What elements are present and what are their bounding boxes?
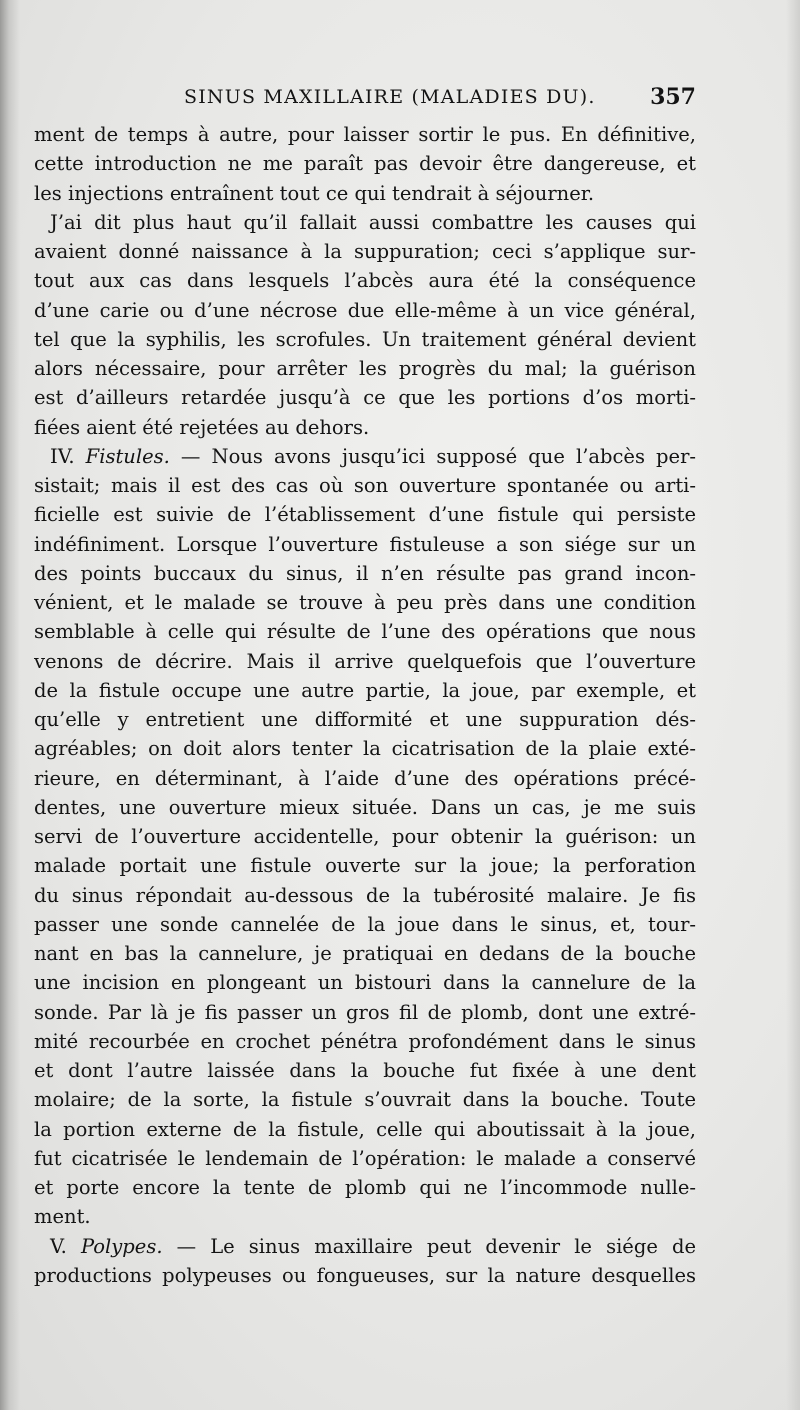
text-line: et dont l’autre laissée dans la bouche fut fixée à une dent	[34, 1059, 696, 1082]
text-line: agréables; on doit alors tenter la cicatrisation de la plaie exté-	[34, 737, 696, 761]
text-line: ment.	[34, 1205, 91, 1229]
section-heading: Fistules.	[85, 444, 170, 468]
text-line: d’une carie ou d’une nécrose due elle-même à un vice général,	[34, 298, 696, 322]
text-line: qu’elle y entretient une difformité et une suppuration dés-	[34, 708, 696, 731]
text-line: mité recourbée en crochet pénétra profondément dans le sinus	[34, 1029, 696, 1053]
text-line: passer une sonde cannelée de la joue dans le sinus, et, tour-	[34, 912, 696, 936]
body-text	[34, 120, 696, 1290]
text-line: avaient donné naissance à la suppuration; ceci s’applique sur-	[34, 240, 696, 263]
text-line: alors nécessaire, pour arrêter les progrès du mal; la guérison	[34, 357, 696, 380]
text-line: tout aux cas dans lesquels l’abcès aura été la conséquence	[34, 269, 696, 293]
text-line: les injections entraînent tout ce qui tendrait à séjourner.	[34, 181, 595, 205]
text-line: la portion externe de la fistule, celle qui aboutissait à la joue,	[34, 1117, 696, 1141]
text-line: et porte encore la tente de plomb qui ne l’incommode nulle-	[34, 1176, 696, 1199]
page-header	[34, 84, 696, 118]
text-line: fut cicatrisée le lendemain de l’opération: le malade a conservé	[34, 1146, 696, 1170]
text-line: ment de temps à autre, pour laisser sortir le pus. En définitive,	[34, 123, 696, 146]
text-line: tel que la syphilis, les scrofules. Un traitement général devient	[34, 327, 696, 351]
running-head: SINUS MAXILLAIRE (MALADIES DU).	[184, 86, 596, 108]
text-line: malade portait une fistule ouverte sur la joue; la perforation	[34, 854, 696, 878]
text-line: fiées aient été rejetées au dehors.	[34, 415, 370, 439]
text-line: vénient, et le malade se trouve à peu près dans une condition	[34, 591, 696, 614]
section-heading: Polypes.	[80, 1234, 163, 1258]
text-line: sonde. Par là je fis passer un gros fil de plomb, dont une extré-	[34, 1000, 696, 1024]
text-line: cette introduction ne me paraît pas devoir être dangereuse, et	[34, 152, 696, 176]
text-line: est d’ailleurs retardée jusqu’à ce que les portions d’os morti-	[34, 386, 696, 410]
text-line: semblable à celle qui résulte de l’une des opérations que nous	[34, 620, 696, 644]
text-line: du sinus répondait au-dessous de la tubérosité malaire. Je fis	[34, 883, 696, 907]
text-line: nant en bas la cannelure, je pratiquai en dedans de la bouche	[34, 942, 696, 965]
text-line: des points buccaux du sinus, il n’en résulte pas grand incon-	[34, 561, 696, 585]
text-line: venons de décrire. Mais il arrive quelquefois que l’ouverture	[34, 649, 696, 673]
text-line: ficielle est suivie de l’établissement d’une fistule qui persiste	[34, 503, 696, 527]
text-line: indéfiniment. Lorsque l’ouverture fistuleuse a son siége sur un	[34, 532, 696, 556]
text-line: de la fistule occupe une autre partie, la joue, par exemple, et	[34, 678, 696, 702]
text-line: productions polypeuses ou fongueuses, sur la nature desquelles	[34, 1263, 696, 1287]
text-line: J’ai dit plus haut qu’il fallait aussi combattre les causes qui	[50, 210, 696, 234]
page-number: 357	[650, 84, 696, 110]
text-line: sistait; mais il est des cas où son ouverture spontanée ou arti-	[34, 474, 696, 497]
text-line: rieure, en déterminant, à l’aide d’une des opérations précé-	[34, 766, 696, 790]
page-gutter-shadow	[0, 0, 20, 1410]
text-line: servi de l’ouverture accidentelle, pour obtenir la guérison: un	[34, 825, 696, 848]
text-line: molaire; de la sorte, la fistule s’ouvrait dans la bouche. Toute	[34, 1088, 696, 1112]
text-line: dentes, une ouverture mieux située. Dans un cas, je me suis	[34, 795, 696, 819]
text-line: une incision en plongeant un bistouri dans la cannelure de la	[34, 971, 696, 995]
text-line: V. Polypes. — Le sinus maxillaire peut devenir le siége de	[50, 1234, 696, 1258]
page-edge-shadow	[786, 0, 800, 1410]
text-line: IV. Fistules. — Nous avons jusqu’ici supposé que l’abcès per-	[50, 444, 696, 468]
